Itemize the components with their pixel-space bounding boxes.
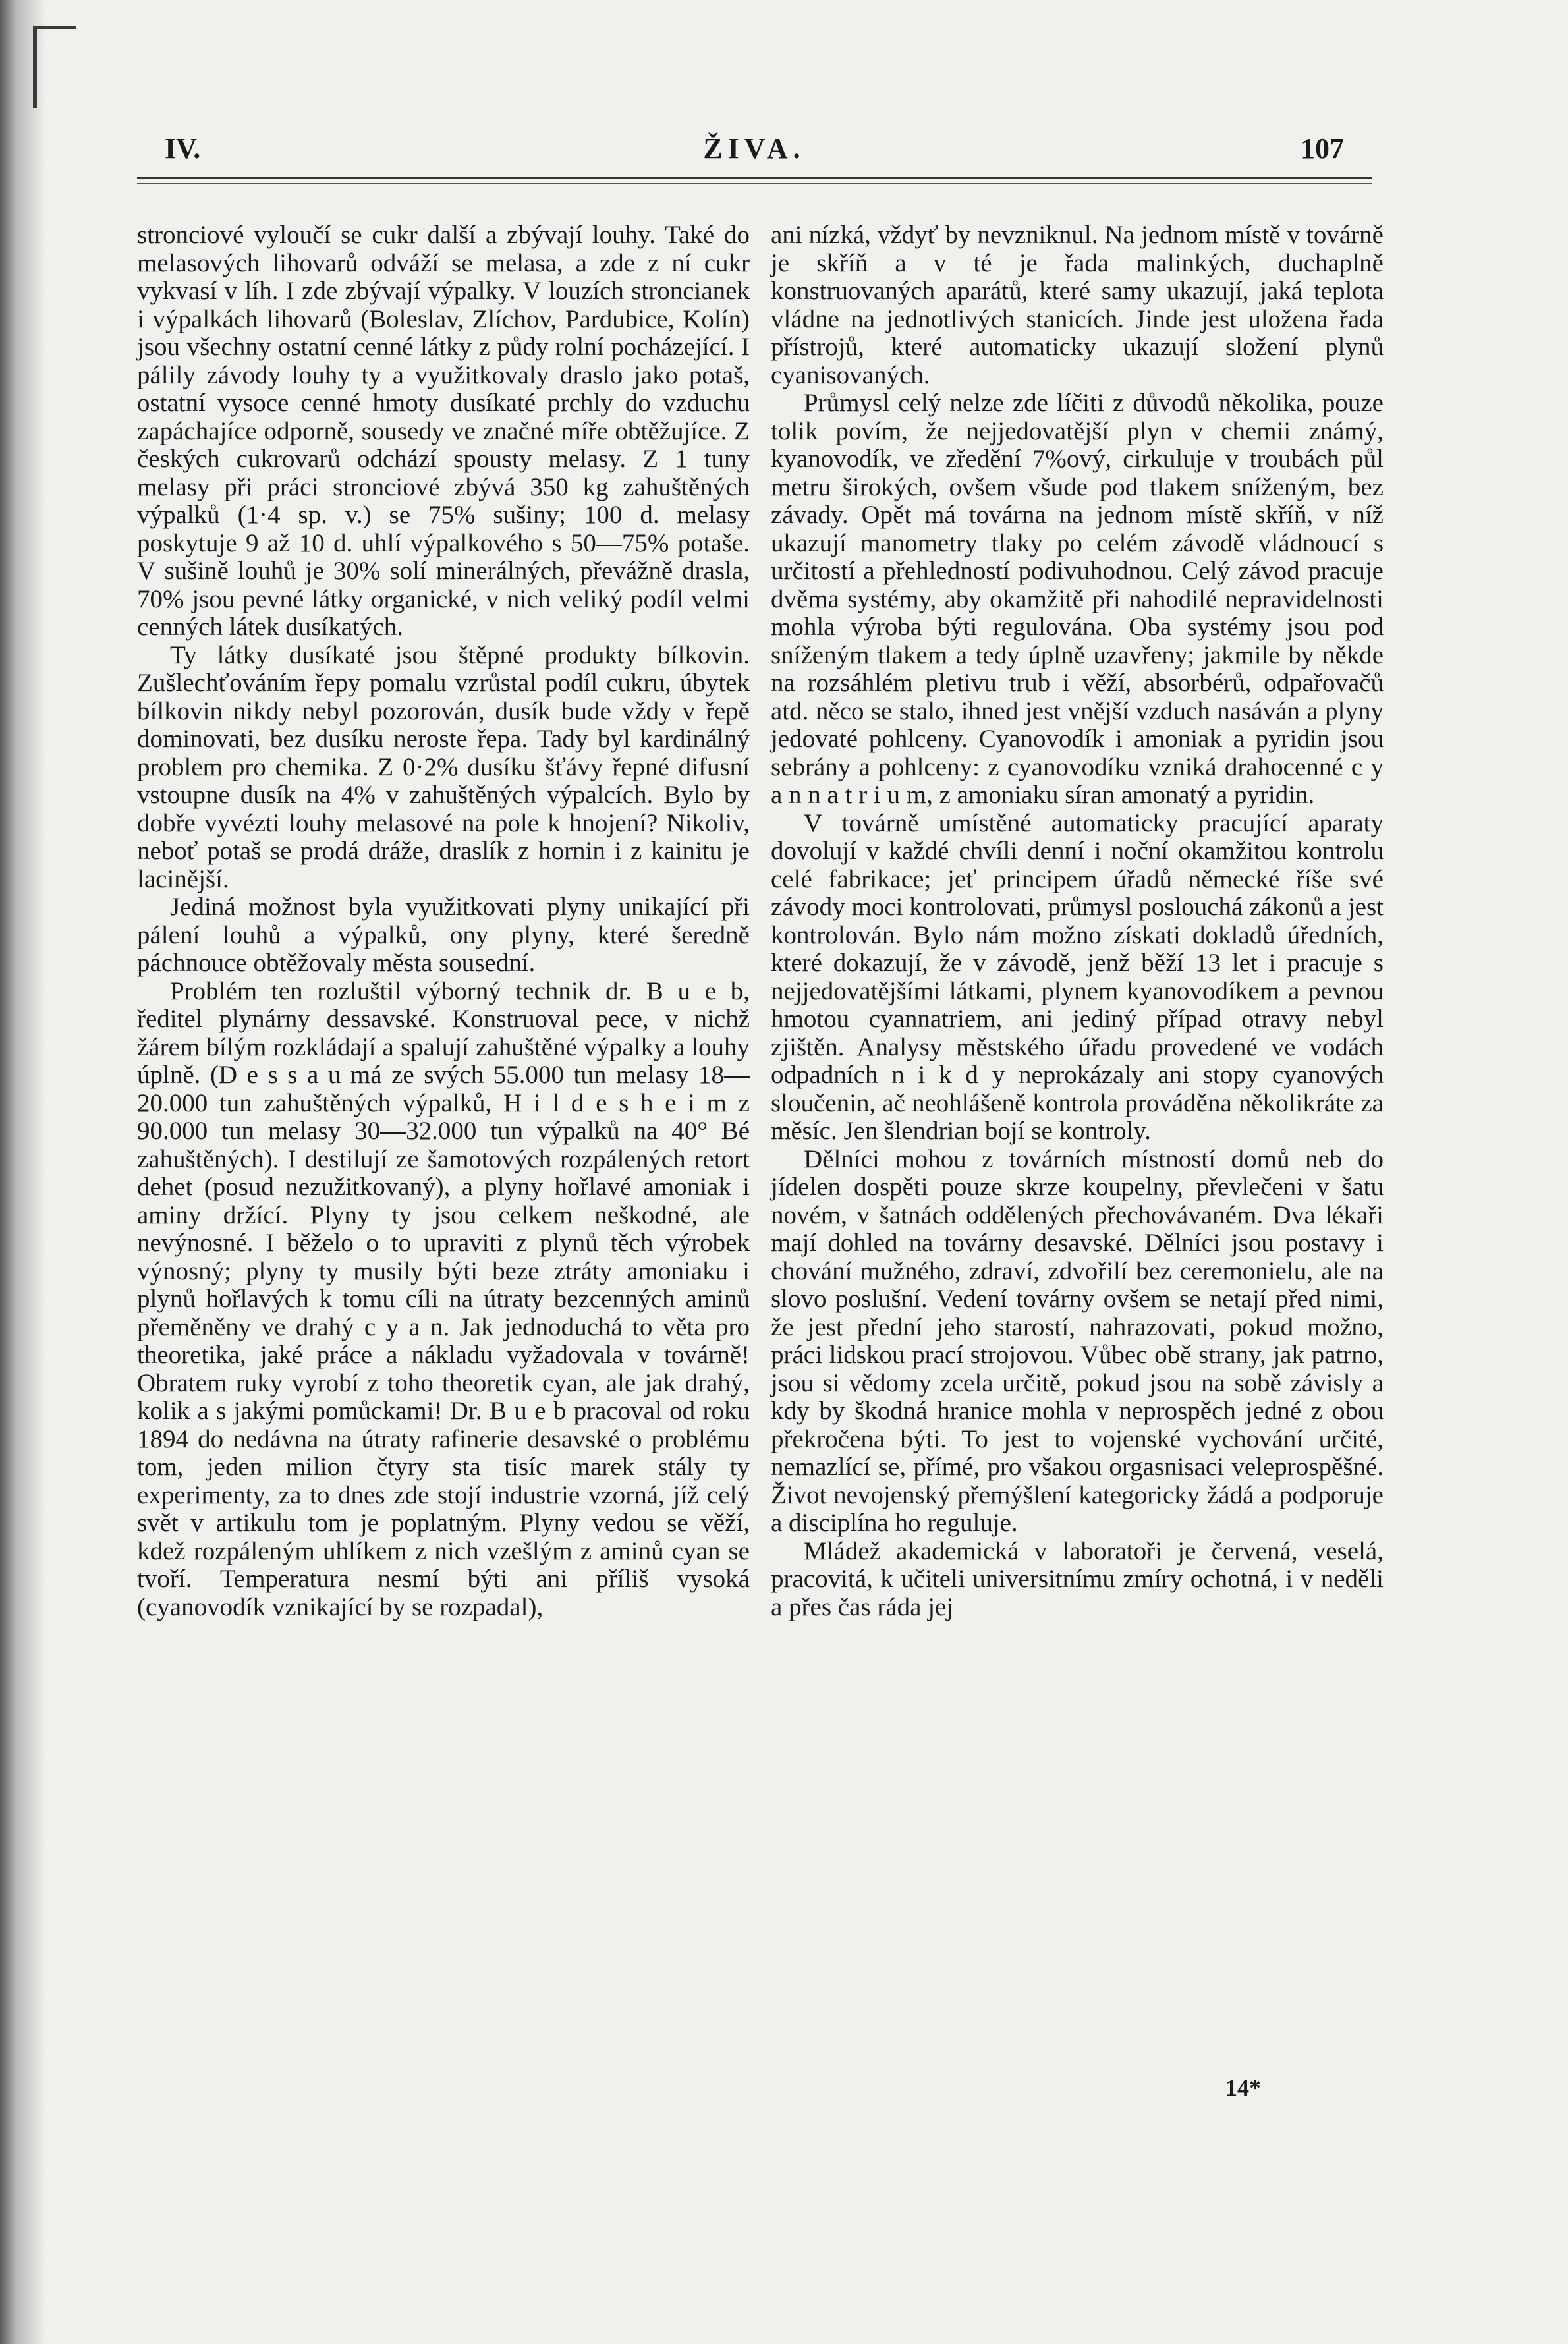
paragraph: Jediná možnost byla využitkovati plyny unikající při pálení louhů a výpalků, ony plyny, které šeredně páchnouce obtěžovaly města sousední. — [137, 893, 750, 977]
paragraph: Průmysl celý nelze zde líčiti z důvodů několika, pouze tolik povím, že nejjedovatější plyn v chemii známý, kyanovodík, ve zředění 7%ový, cirkuluje v troubách půl metru širokých, ovšem všude pod tlakem sníženým, bez závady. Opět má továrna na jednom místě skříň, v níž ukazují manometry tlaky po celém závodě vládnoucí s určitostí a přehledností podivuhodnou. Celý závod pracuje dvěma systémy, aby okamžitě při nahodilé nepravidelnosti mohla výroba býti regulována. Oba systémy jsou pod sníženým tlakem a tedy úplně uzavřeny; jakmile by někde na rozsáhlém pletivu trub i věží, absorbérů, odpařovačů atd. něco se stalo, ihned jest vnější vzduch nasáván a plyny jedovaté pohlceny. Cyanovodík i amoniak a pyridin jsou sebrány a pohlceny: z cyanovodíku vzniká drahocenné c y a n n a t r i u m, z amoniaku síran amonatý a pyridin. — [771, 389, 1384, 809]
page-header — [165, 132, 1344, 171]
binding-mark — [33, 26, 76, 108]
paragraph: Dělníci mohou z továrních místností domů neb do jídelen dospěti pouze skrze koupelny, převlečeni v šatu novém, v šatnách oddělených přechovávaném. Dva lékaři mají dohled na továrny desavské. Dělníci jsou postavy i chování mužného, zdraví, zdvořilí bez ceremonielu, ale na slovo poslušní. Vedení továrny ovšem se netají před nimi, že jest přední jeho starostí, nahrazovati, pokud možno, práci lidskou prací strojovou. Vůbec obě strany, jak patrno, jsou si vědomy zcela určitě, pokud jsou na sobě závisly a kdy by škodná hranice mohla v neprospěch jedné z obou překročena býti. To jest to vojenské vychování určité, nemazlící se, přímé, pro všakou orgasnisaci veleprospěšné. Život nevojenský přemýšlení kategoricky žádá a podporuje a disciplína ho reguluje. — [771, 1144, 1384, 1537]
header-rule — [137, 177, 1372, 179]
signature-mark: 14* — [1225, 2075, 1261, 2101]
left-column — [137, 221, 750, 1621]
page-number: 107 — [1301, 132, 1344, 165]
header-rule-thin — [137, 183, 1372, 184]
scan-edge-shadow — [0, 0, 46, 2344]
paragraph: Problém ten rozluštil výborný technik dr. B u e b, ředitel plynárny dessavské. Konstruoval pece, v nichž žárem bílým rozkládají a spalují zahuštěné výpalky a louhy úplně. (D e s s a u má ze svých 55.000 tun melasy 18—20.000 tun zahuštěných výpalků, H i l d e s h e i m z 90.000 tun melasy 30—32.000 tun výpalků na 40° Bé zahuštěných). I destilují ze šamotových rozpálených retort dehet (posud nezužitkovaný), a plyny hořlavé amoniak i aminy držící. Plyny ty jsou celkem neškodné, ale nevýnosné. I běželo o to upraviti z plynů těch výrobek výnosný; plyny ty musily býti beze ztráty amoniaku i plynů hořlavých k tomu cíli na útraty bezcenných aminů přeměněny ve drahý c y a n. Jak jednoduchá to věta pro theoretika, jaké práce a nákladu vyžadovala v továrně! Obratem ruky vyrobí z toho theoretik cyan, ale jak drahý, kolik a s jakými pomůckami! Dr. B u e b pracoval od roku 1894 do nedávna na útraty rafinerie desavské o problému tom, jeden milion čtyry sta tisíc marek stály ty experimenty, za to dnes zde stojí industrie vzorná, jíž celý svět v artikulu tom je poplatným. Plyny vedou se věží, kdež rozpáleným uhlíkem z nich vzešlým z aminů cyan se tvoří. Temperatura nesmí býti ani příliš vysoká (cyanovodík vznikající by se rozpadal), — [137, 976, 750, 1621]
paragraph: stronciové vyloučí se cukr další a zbývají louhy. Také do melasových lihovarů odváží se melasa, a zde z ní cukr vykvasí v líh. I zde zbývají výpalky. V louzích stroncianek i výpalkách lihovarů (Boleslav, Zlíchov, Pardubice, Kolín) jsou všechny ostatní cenné látky z půdy rolní pocházející. I pálily závody louhy ty a využitkovaly draslo jako potaš, ostatní vysoce cenné hmoty dusíkaté prchly do vzduchu zapáchajíce odporně, sousedy ve značné míře obtěžujíce. Z českých cukrovarů odchází spousty melasy. Z 1 tuny melasy při práci stronciové zbývá 350 kg zahuštěných výpalků (1·4 sp. v.) se 75% sušiny; 100 d. melasy poskytuje 9 až 10 d. uhlí výpalkového s 50—75% potaše. V sušině louhů je 30% solí minerálných, převážně drasla, 70% jsou pevné látky organické, v nich veliký podíl velmi cenných látek dusíkatých. — [137, 221, 750, 641]
journal-title: ŽIVA. — [703, 132, 806, 165]
paragraph: ani nízká, vždyť by nevzniknul. Na jednom místě v továrně je skříň a v té je řada malinkých, duchaplně konstruovaných aparátů, které samy ukazují, jaká teplota vládne na jednotlivých stanicích. Jinde jest uložena řada přístrojů, které automaticky ukazují složení plynů cyanisovaných. — [771, 221, 1384, 389]
right-column — [771, 221, 1384, 1621]
volume-number: IV. — [165, 132, 201, 165]
paragraph: Ty látky dusíkaté jsou štěpné produkty bílkovin. Zušlechťováním řepy pomalu vzrůstal podíl cukru, úbytek bílkovin nikdy nebyl pozorován, dusík bude vždy v řepě dominovati, bez dusíku neroste řepa. Tady byl kardinálný problem pro chemika. Z 0·2% dusíku šťávy řepné difusní vstoupne dusík na 4% v zahuštěných výpalcích. Bylo by dobře vyvézti louhy melasové na pole k hnojení? Nikoliv, neboť potaš se prodá dráže, draslík z hornin i z kainitu je lacinější. — [137, 640, 750, 893]
paragraph: V továrně umístěné automaticky pracující aparaty dovolují v každé chvíli denní i noční okamžitou kontrolu celé fabrikace; jeť principem úřadů německé říše své závody moci kontrolovati, průmysl poslouchá zákonů a jest kontrolován. Bylo nám možno získati dokladů úředních, které dokazují, že v závodě, jenž běží 13 let i pracuje s nejjedovatějšími látkami, plynem kyanovodíkem a pevnou hmotou cyannatriem, ani jediný případ otravy nebyl zjištěn. Analysy městského úřadu provedené ve vodách odpadních n i k d y neprokázaly ani stopy cyanových sloučenin, ač neohlášeně kontrola prováděna několikráte za měsíc. Jen šlendrian bojí se kontroly. — [771, 808, 1384, 1145]
paragraph: Mládež akademická v laboratoři je červená, veselá, pracovitá, k učiteli universitnímu zmíry ochotná, i v neděli a přes čas ráda jej — [771, 1536, 1384, 1621]
